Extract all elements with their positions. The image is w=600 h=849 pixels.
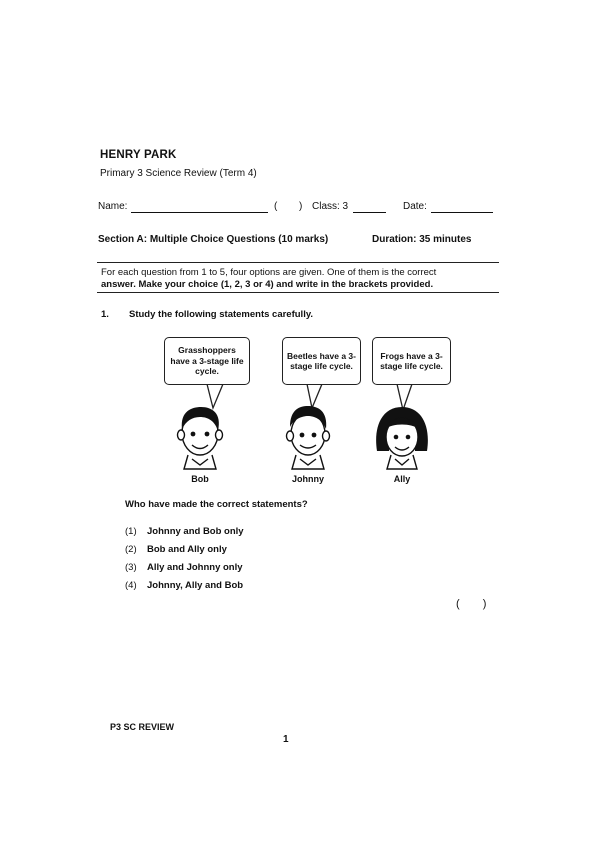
- instructions-line-1: For each question from 1 to 5, four options are given. One of them is the correct: [101, 267, 437, 278]
- school-name: HENRY PARK: [100, 149, 177, 161]
- section-title: Section A: Multiple Choice Questions (10 marks): [98, 234, 329, 245]
- bob-speech-bubble: Grasshoppers have a 3-stage life cycle.: [164, 337, 250, 385]
- index-paren-open: (: [274, 201, 278, 212]
- johnny-speech-bubble: Beetles have a 3-stage life cycle.: [282, 337, 361, 385]
- option-1: (1) Johnny and Bob only: [125, 526, 244, 537]
- instructions-line-2: answer. Make your choice (1, 2, 3 or 4) and write in the brackets provided.: [101, 279, 434, 290]
- question-prompt: Study the following statements carefully.: [129, 309, 314, 320]
- question-number: 1.: [101, 309, 109, 320]
- ally-name: Ally: [393, 474, 411, 484]
- duration: Duration: 35 minutes: [372, 234, 472, 245]
- bob-name: Bob: [191, 474, 209, 484]
- option-2: (2) Bob and Ally only: [125, 544, 227, 555]
- page-number: 1: [283, 734, 289, 745]
- johnny-name: Johnny: [291, 474, 324, 484]
- date-label: Date:: [403, 201, 427, 212]
- question-ask: Who have made the correct statements?: [125, 499, 308, 510]
- class-label: Class: 3: [312, 201, 349, 212]
- footer-label: P3 SC REVIEW: [110, 722, 175, 732]
- option-3: (3) Ally and Johnny only: [125, 562, 243, 573]
- johnny-face-icon: [278, 403, 338, 471]
- name-label: Name:: [98, 201, 128, 212]
- bob-face-icon: [170, 403, 230, 471]
- answer-bracket[interactable]: ( ): [456, 598, 487, 610]
- paper-subtitle: Primary 3 Science Review (Term 4): [100, 168, 257, 179]
- ally-speech-bubble: Frogs have a 3-stage life cycle.: [372, 337, 451, 385]
- ally-face-icon: [371, 405, 433, 471]
- index-paren-close: ): [299, 201, 303, 212]
- option-4: (4) Johnny, Ally and Bob: [125, 580, 244, 591]
